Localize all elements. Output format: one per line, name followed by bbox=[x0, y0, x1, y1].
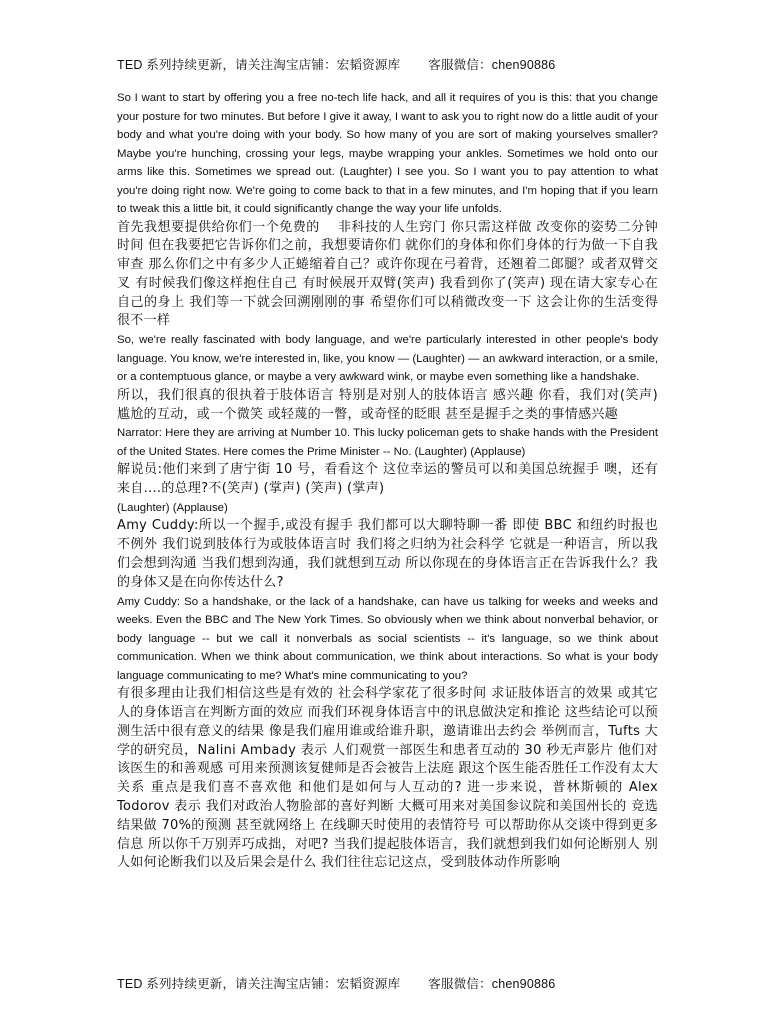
paragraph-zh: 首先我想要提供给你们一个免费的 非科技的人生窍门 你只需这样做 改变你的姿势二分钟时间 但在我要把它告诉你们之前，我想要请你们 就你们的身体和你们身体的行为做一下自我审查 那么你们之中有多少人正蜷缩着自己？或许你现在弓着背，还翘着二郎腿？或者双臂交叉 有时候我们像这样抱住自己 有时候展开双臂(笑声) 我看到你了(笑声) 现在请大家专心在自己的身上 我们等一下就会回溯刚刚的事 希望你们可以稍微改变一下 这会让你的生活变得很不一样 bbox=[117, 219, 658, 329]
paragraph-zh: 所以，我们很真的很执着于肢体语言 特别是对别人的肢体语言 感兴趣 你看，我们对(笑声) 尴尬的互动，或一个微笑 或轻蔑的一瞥，或奇怪的眨眼 甚至是握手之类的事情感兴趣 bbox=[117, 387, 658, 422]
page-header bbox=[117, 55, 555, 73]
footer-shop-note: TED 系列持续更新，请关注淘宝店铺：宏韬资源库 bbox=[117, 977, 401, 991]
paragraph-zh: 有很多理由让我们相信这些是有效的 社会科学家花了很多时间 求证肢体语言的效果 或其它人的身体语言在判断方面的效应 而我们环视身体语言中的讯息做決定和推论 这些结论可以预测生活中很有意义的结果 像是我们雇用谁或给谁升职，邀请谁出去约会 举例而言，Tufts 大学的研究员，Nalini Ambady 表示 人们观赏一部医生和患者互动的 30 秒无声影片 他们对该医生的和善观感 可用来预测该复健师是否会被告上法庭 跟这个医生能否胜任工作没有太大关系 重点是我们喜不喜欢他 和他们是如何与人互动的? 进一步来说，普林斯顿的 Alex Todorov 表示 我们对政治人物脸部的喜好判断 大概可用来对美国参议院和美国州长的 竞选结果做 70%的预测 甚至就网络上 在线聊天时使用的表情符号 可以帮助你从交谈中得到更多信息 所以你千万别弄巧成拙，对吧? 当我们提起肢体语言，我们就想到我们如何论断别人 别人如何论断我们以及后果会是什么 我们往往忘记这点，受到肢体动作所影响 bbox=[117, 686, 658, 871]
paragraph-en: Narrator: Here they are arriving at Number 10. This lucky policeman gets to shake hands with the President of the United States. Here comes the Prime Minister -- No. (Laughter) (Applause) bbox=[117, 427, 658, 458]
page-footer bbox=[117, 974, 555, 992]
header-contact: 客服微信：chen90886 bbox=[428, 58, 556, 72]
paragraph-en: Amy Cuddy: So a handshake, or the lack of a handshake, can have us talking for weeks and weeks and weeks. Even the BBC and The New York Times. So obviously when we think about nonverbal behavior, or body language -- but we call it nonverbals as social scientists -- it's language, so we think about communication. When we think about communication, we think about interactions. So what is your body language communicating to me? What's mine communicating to you? bbox=[117, 595, 658, 682]
paragraph-en: (Laughter) (Applause) bbox=[117, 501, 228, 514]
paragraph-zh: Amy Cuddy:所以一个握手,或没有握手 我们都可以大聊特聊一番 即使 BBC 和纽约时报也不例外 我们说到肢体行为或肢体语言时 我们将之归纳为社会科学 它就是一种语言，所以我们会想到沟通 当我们想到沟通，我们就想到互动 所以你现在的身体语言正在告诉我什么？我的身体又是在向你传达什么? bbox=[117, 518, 658, 590]
header-shop-note: TED 系列持续更新，请关注淘宝店铺：宏韬资源库 bbox=[117, 58, 401, 72]
paragraph-en: So I want to start by offering you a free no-tech life hack, and all it requires of you is this: that you change your posture for two minutes. But before I give it away, I want to ask you to right now do a little audit of your body and what you're doing with your body. So how many of you are sort of making yourselves smaller? Maybe you're hunching, crossing your legs, maybe wrapping your ankles. Sometimes we hold onto our arms like this. Sometimes we spread out. (Laughter) I see you. So I want you to pay attention to what you're doing right now. We're going to come back to that in a few minutes, and I'm hoping that if you learn to tweak this a little bit, it could significantly change the way your life unfolds. bbox=[117, 92, 658, 215]
footer-contact: 客服微信：chen90886 bbox=[428, 977, 556, 991]
paragraph-zh: 解说员:他们来到了唐宁街 10 号，看看这个 这位幸运的警员可以和美国总统握手 噢，还有来自....的总理?不(笑声) (掌声) (笑声) (掌声) bbox=[117, 462, 658, 497]
paragraph-en: So, we're really fascinated with body language, and we're particularly interested in other people's body language. You know, we're interested in, like, you know — (Laughter) — an awkward interaction, or a smile, or a contemptuous glance, or maybe a very awkward wink, or maybe even something like a handshake. bbox=[117, 334, 658, 384]
transcript-body bbox=[117, 89, 658, 873]
